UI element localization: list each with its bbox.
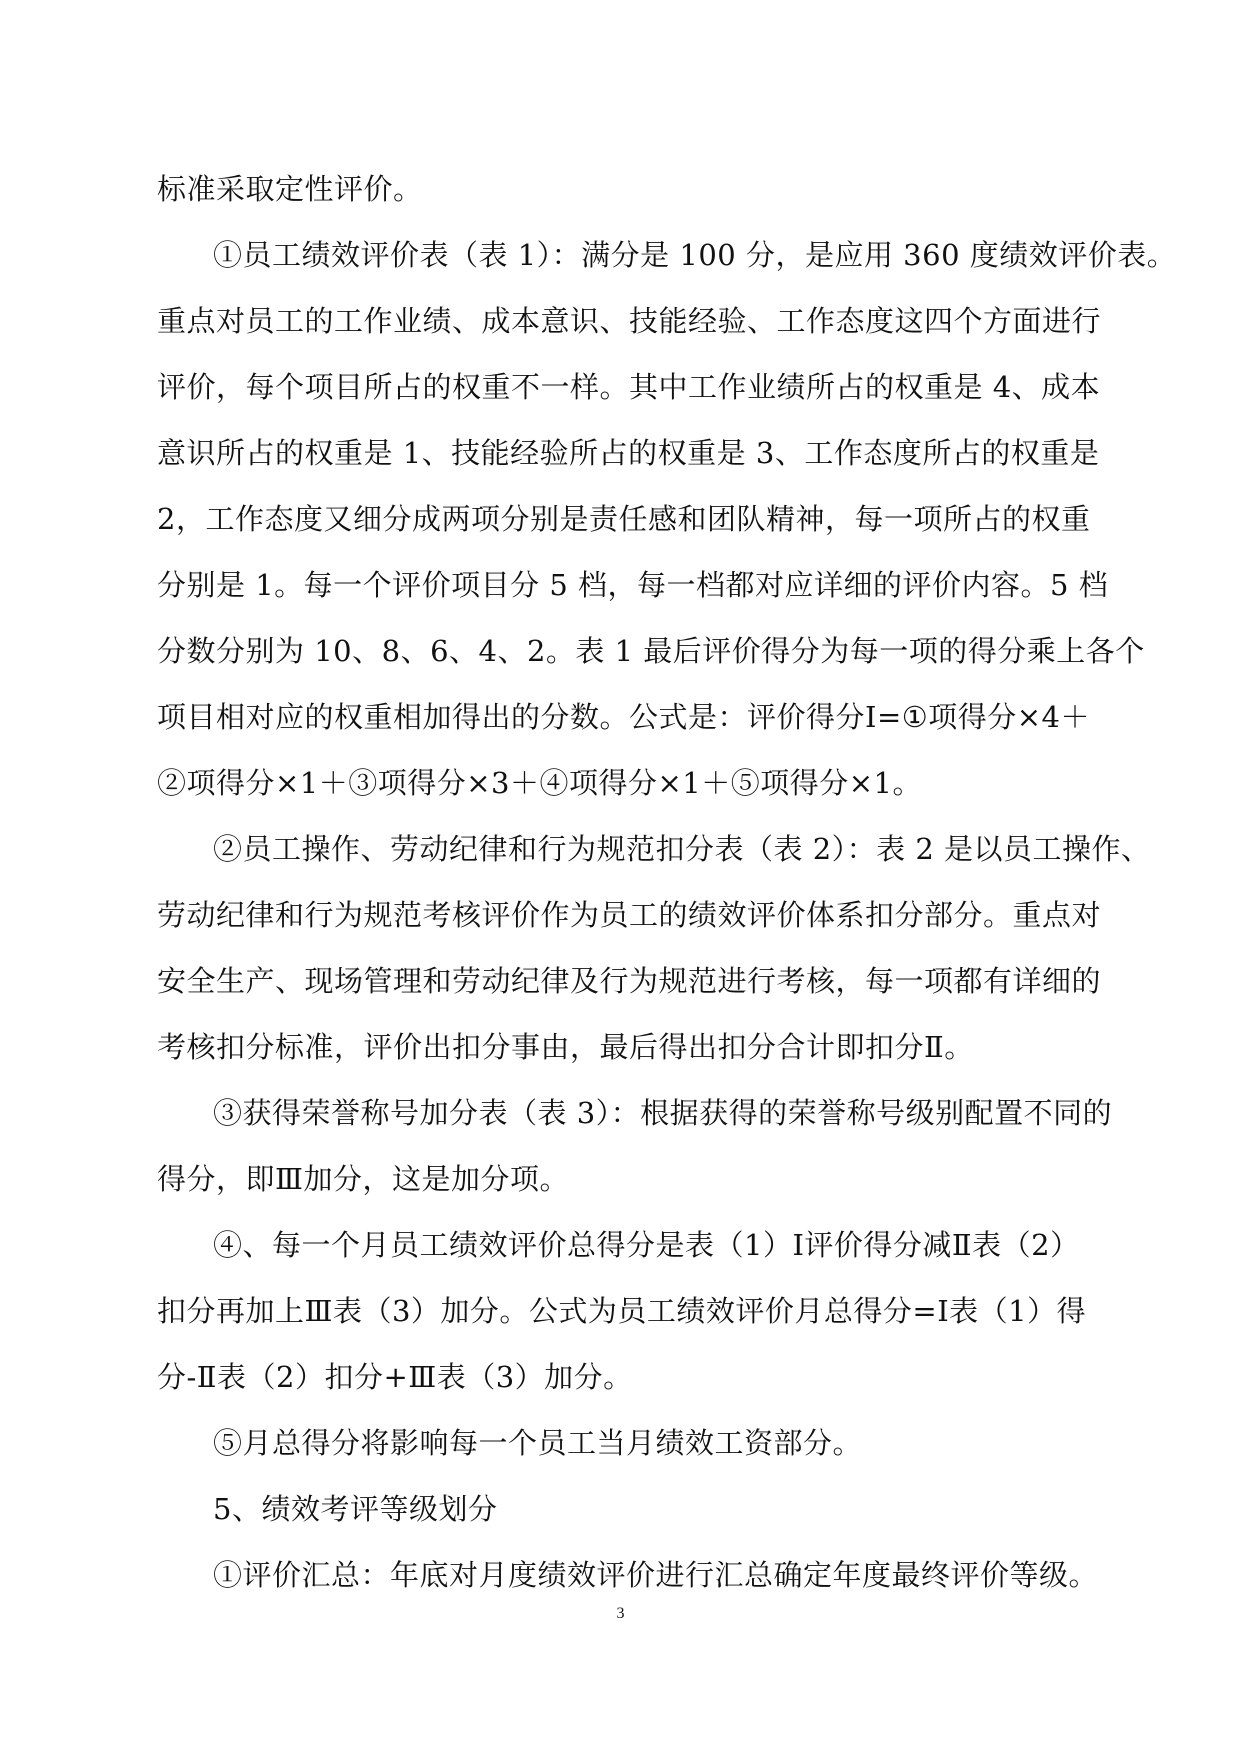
text-line: 分别是 1。每一个评价项目分 5 档，每一档都对应详细的评价内容。5 档 (157, 568, 1109, 602)
document-body (157, 156, 1177, 1608)
text-line: ⑤月总得分将影响每一个员工当月绩效工资部分。 (213, 1426, 863, 1460)
text-line: 分-Ⅱ表（2）扣分+Ⅲ表（3）加分。 (157, 1360, 633, 1394)
text-line: 安全生产、现场管理和劳动纪律及行为规范进行考核，每一项都有详细的 (157, 964, 1102, 998)
text-line: 项目相对应的权重相加得出的分数。公式是：评价得分Ⅰ=①项得分×4＋ (157, 700, 1091, 734)
text-line: 扣分再加上Ⅲ表（3）加分。公式为员工绩效评价月总得分=Ⅰ表（1）得 (157, 1294, 1087, 1328)
page-number: 3 (616, 1605, 625, 1622)
text-line: 重点对员工的工作业绩、成本意识、技能经验、工作态度这四个方面进行 (157, 304, 1102, 338)
text-line: ②项得分×1＋③项得分×3＋④项得分×1＋⑤项得分×1。 (157, 766, 922, 800)
text-line: 劳动纪律和行为规范考核评价作为员工的绩效评价体系扣分部分。重点对 (157, 898, 1102, 932)
text-line: 评价，每个项目所占的权重不一样。其中工作业绩所占的权重是 4、成本 (157, 370, 1101, 404)
text-line: 标准采取定性评价。 (157, 172, 423, 206)
text-line: ④、每一个月员工绩效评价总得分是表（1）Ⅰ评价得分减Ⅱ表（2） (213, 1228, 1080, 1262)
text-line: 考核扣分标准，评价出扣分事由，最后得出扣分合计即扣分Ⅱ。 (157, 1030, 974, 1064)
text-line: ②员工操作、劳动纪律和行为规范扣分表（表 2）：表 2 是以员工操作、 (213, 832, 1151, 866)
text-line: ③获得荣誉称号加分表（表 3）：根据获得的荣誉称号级别配置不同的 (213, 1096, 1113, 1130)
text-line: 分数分别为 10、8、6、4、2。表 1 最后评价得分为每一项的得分乘上各个 (157, 634, 1145, 668)
text-line: ①评价汇总：年底对月度绩效评价进行汇总确定年度最终评价等级。 (213, 1558, 1099, 1592)
text-line: 5、绩效考评等级划分 (213, 1492, 498, 1526)
text-line: ①员工绩效评价表（表 1）：满分是 100 分，是应用 360 度绩效评价表。 (213, 238, 1177, 272)
text-line: 意识所占的权重是 1、技能经验所占的权重是 3、工作态度所占的权重是 (157, 436, 1100, 470)
text-line: 2，工作态度又细分成两项分别是责任感和团队精神，每一项所占的权重 (157, 502, 1091, 536)
text-line: 得分，即Ⅲ加分，这是加分项。 (157, 1162, 569, 1196)
